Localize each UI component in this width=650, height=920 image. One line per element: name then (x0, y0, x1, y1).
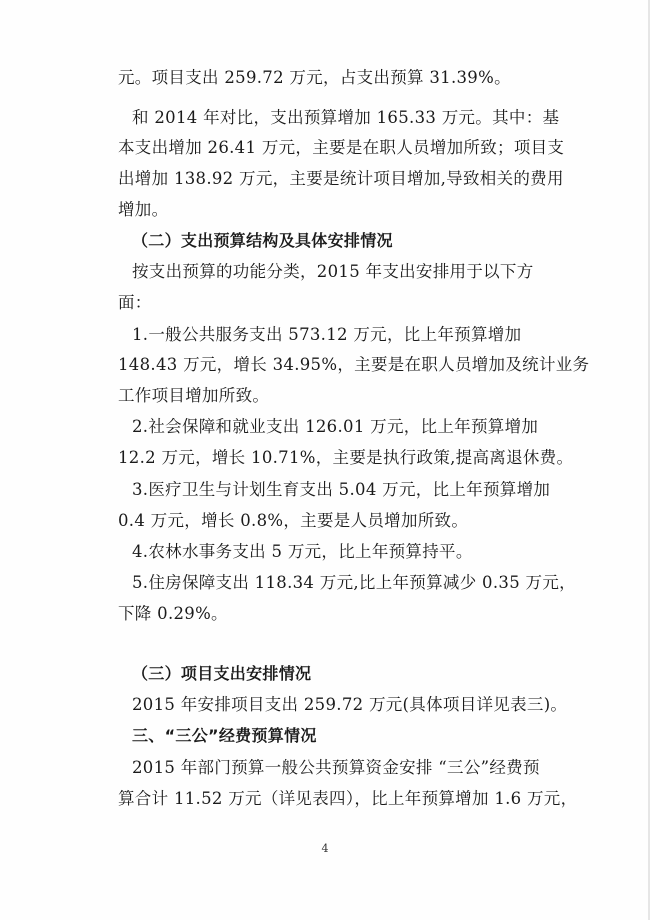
text-line: 和 2014 年对比，支出预算增加 165.33 万元。其中：基 (132, 108, 560, 127)
text-line: 2015 年安排项目支出 259.72 万元(具体项目详见表三)。 (132, 695, 568, 714)
text-line: 按支出预算的功能分类，2015 年支出安排用于以下方 (132, 262, 534, 281)
text-line: 出增加 138.92 万元，主要是统计项目增加,导致相关的费用 (118, 169, 564, 188)
text-line: 面： (118, 293, 152, 312)
text-line: 工作项目增加所致。 (118, 386, 270, 405)
text-line: 148.43 万元，增长 34.95%，主要是在职人员增加及统计业务 (118, 355, 590, 374)
section-heading-2: （二）支出预算结构及具体安排情况 (132, 231, 393, 250)
text-line: 元。项目支出 259.72 万元，占支出预算 31.39%。 (118, 68, 511, 87)
list-item-4: 4.农林水事务支出 5 万元，比上年预算持平。 (132, 542, 473, 561)
text-line: 2015 年部门预算一般公共预算资金安排 “三公”经费预 (132, 758, 540, 777)
text-line: 增加。 (118, 200, 169, 219)
text-line: 0.4 万元，增长 0.8%，主要是人员增加所致。 (118, 511, 469, 530)
list-item-3: 3.医疗卫生与计划生育支出 5.04 万元，比上年预算增加 (132, 480, 551, 499)
text-line: 12.2 万元，增长 10.71%，主要是执行政策,提高离退休费。 (118, 448, 574, 467)
list-item-5: 5.住房保障支出 118.34 万元,比上年预算减少 0.35 万元， (132, 573, 576, 592)
text-line: 算合计 11.52 万元（详见表四），比上年预算增加 1.6 万元， (118, 789, 578, 808)
section-heading-3: （三）项目支出安排情况 (132, 664, 312, 683)
list-item-1: 1.一般公共服务支出 573.12 万元，比上年预算增加 (132, 325, 522, 344)
list-item-2: 2.社会保障和就业支出 126.01 万元，比上年预算增加 (132, 417, 539, 436)
section-heading-three-public: 三、“三公”经费预算情况 (132, 726, 317, 745)
text-line: 下降 0.29%。 (118, 604, 228, 623)
text-line: 本支出增加 26.41 万元，主要是在职人员增加所致；项目支 (118, 138, 565, 157)
page-number: 4 (321, 842, 329, 855)
